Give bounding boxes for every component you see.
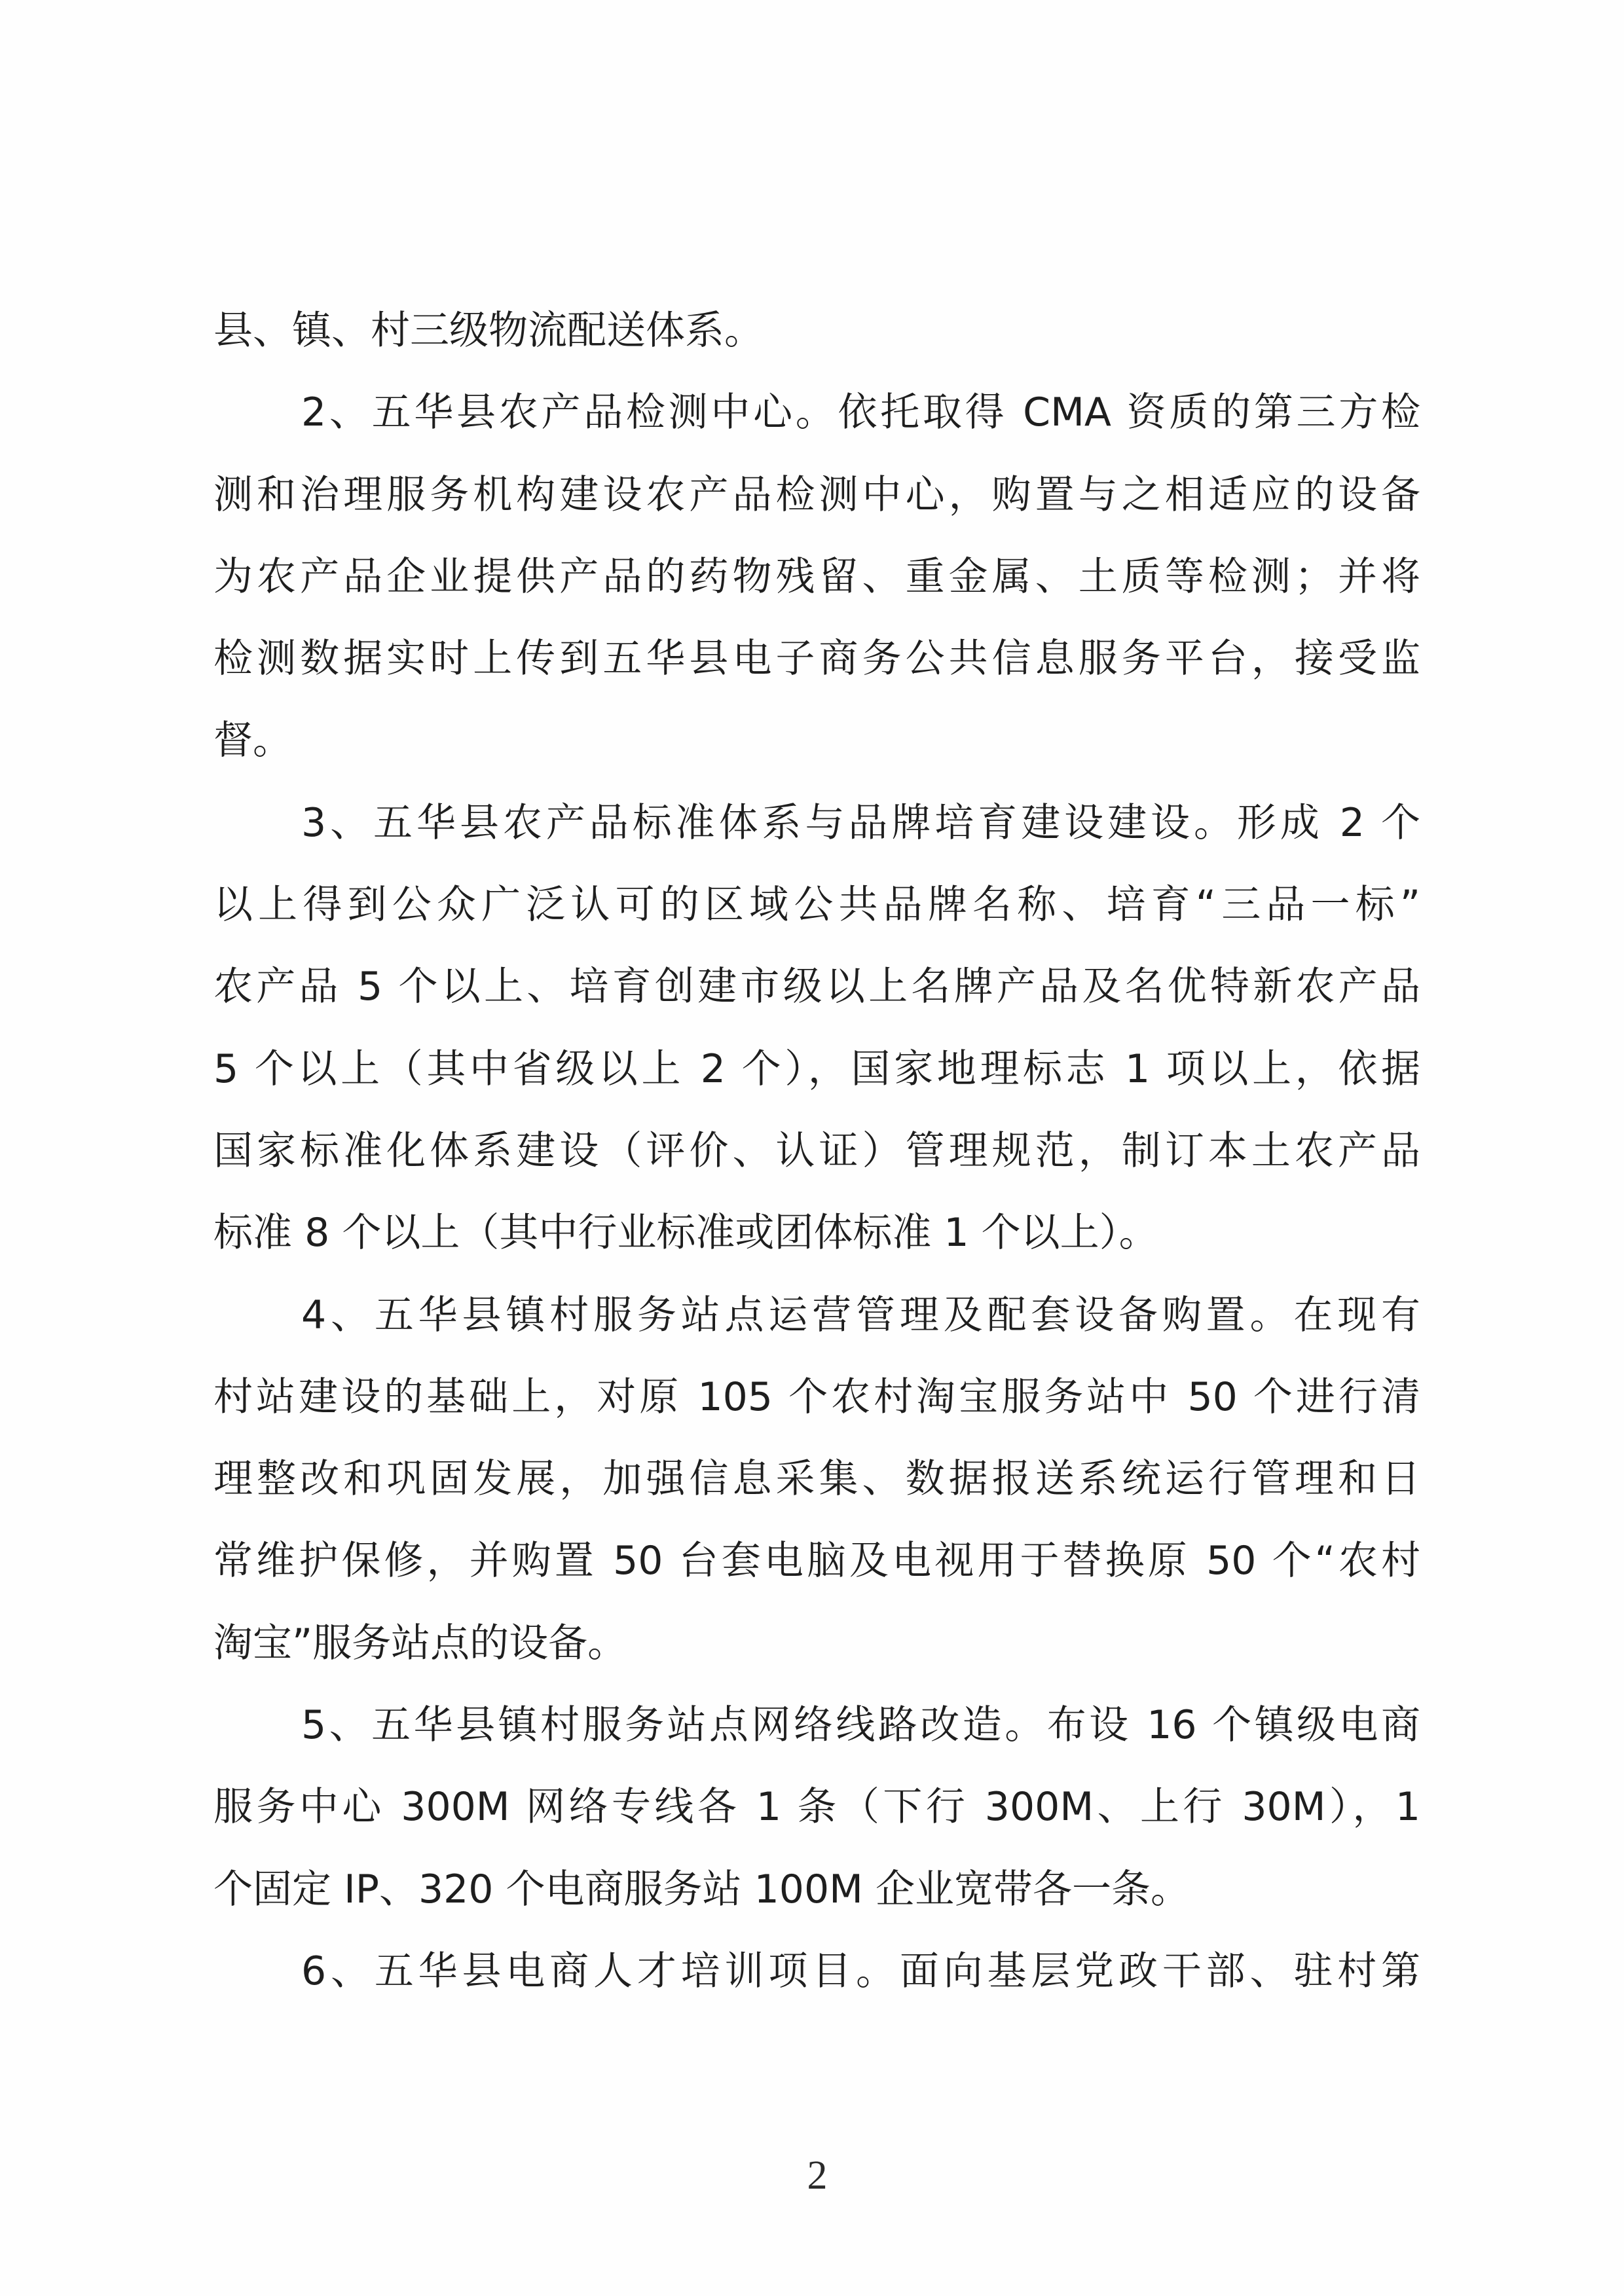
paragraph-item-3 [213, 782, 1420, 1275]
text-line: 督。 [213, 718, 292, 764]
text-line: 以上得到公众广泛认可的区域公共品牌名称、培育“三品一标” [213, 882, 1420, 928]
paragraph-item-6 [213, 1931, 1420, 2013]
text-line: 为农产品企业提供产品的药物残留、重金属、土质等检测；并将 [213, 553, 1420, 600]
paragraph-item-4 [213, 1275, 1420, 1685]
text-line: 县、镇、村三级物流配送体系。 [213, 308, 764, 354]
text-line: 个固定 IP、320 个电商服务站 100M 企业宽带各一条。 [213, 1866, 1190, 1912]
paragraph-continued [213, 290, 1420, 372]
text-line: 常维护保修，并购置 50 台套电脑及电视用于替换原 50 个“农村 [213, 1538, 1420, 1584]
text-line: 5 个以上（其中省级以上 2 个），国家地理标志 1 项以上，依据 [213, 1046, 1420, 1092]
text-line: 6、五华县电商人才培训项目。面向基层党政干部、驻村第 [301, 1948, 1420, 1994]
text-line: 5、五华县镇村服务站点网络线路改造。布设 16 个镇级电商 [301, 1702, 1420, 1749]
text-line: 标准 8 个以上（其中行业标准或团体标准 1 个以上）。 [213, 1210, 1158, 1256]
text-line: 测和治理服务机构建设农产品检测中心，购置与之相适应的设备 [213, 471, 1420, 518]
body-text [213, 290, 1420, 2013]
text-line: 4、五华县镇村服务站点运营管理及配套设备购置。在现有 [301, 1292, 1420, 1338]
text-line: 2、五华县农产品检测中心。依托取得 CMA 资质的第三方检 [301, 390, 1420, 436]
page-number: 2 [807, 2153, 828, 2198]
text-line: 理整改和巩固发展，加强信息采集、数据报送系统运行管理和日 [213, 1456, 1420, 1503]
text-line: 农产品 5 个以上、培育创建市级以上名牌产品及名优特新农产品 [213, 964, 1420, 1010]
text-line: 淘宝”服务站点的设备。 [213, 1620, 627, 1666]
paragraph-item-5 [213, 1685, 1420, 1931]
text-line: 村站建设的基础上，对原 105 个农村淘宝服务站中 50 个进行清 [213, 1374, 1420, 1420]
text-line: 国家标准化体系建设（评价、认证）管理规范，制订本土农产品 [213, 1127, 1420, 1174]
text-line: 3、五华县农产品标准体系与品牌培育建设建设。形成 2 个 [301, 799, 1420, 846]
paragraph-item-2 [213, 372, 1420, 782]
text-line: 服务中心 300M 网络专线各 1 条（下行 300M、上行 30M），1 [213, 1784, 1420, 1831]
text-line: 检测数据实时上传到五华县电子商务公共信息服务平台，接受监 [213, 636, 1420, 682]
